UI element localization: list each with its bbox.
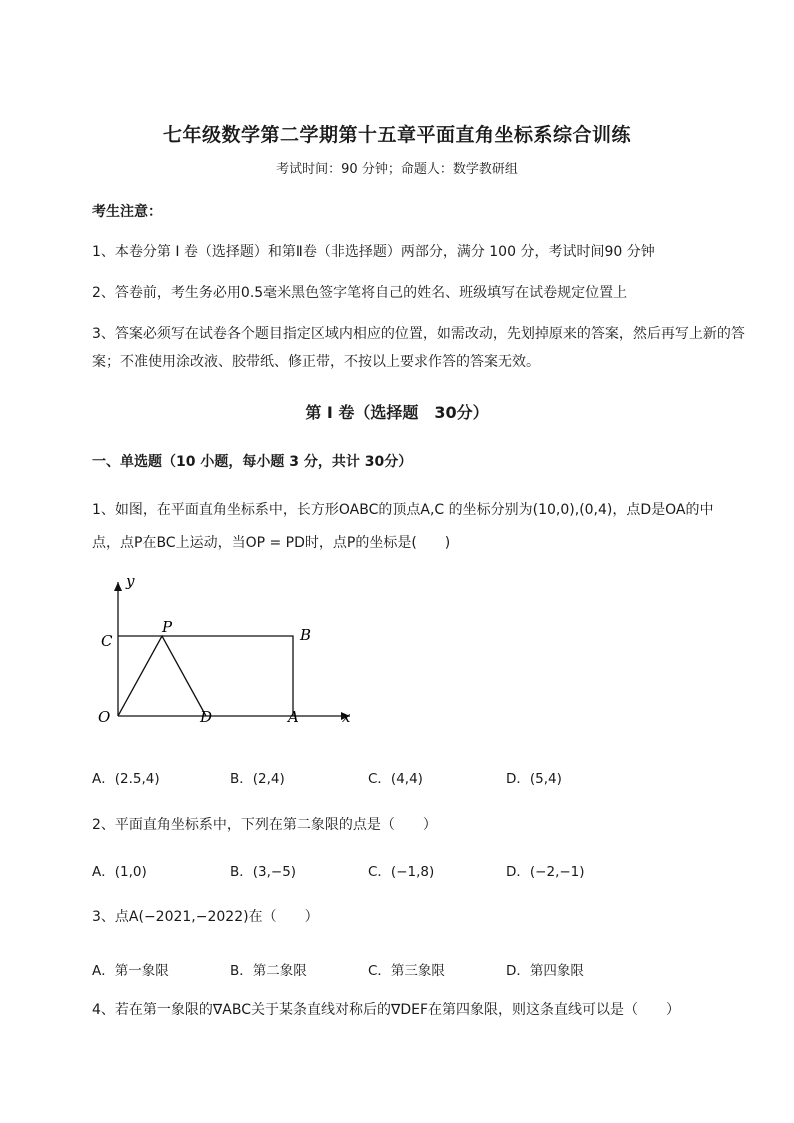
page-title: 七年级数学第二学期第十五章平面直角坐标系综合训练	[162, 124, 631, 146]
option-d[interactable]: D．(5,4)	[506, 771, 562, 787]
label-a: A	[288, 708, 299, 726]
notice-item-2: 2、答卷前，考生务必用0.5毫米黑色签字笔将自己的姓名、班级填写在试卷规定位置上	[92, 285, 628, 301]
question-group-title: 一、单选题（10 小题，每小题 3 分，共计 30分）	[92, 454, 413, 470]
label-o: O	[98, 708, 111, 726]
exam-info: 考试时间：90 分钟；命题人：数学教研组	[276, 162, 518, 177]
question-1-line-2: 点，点P在BC上运动，当OP = PD时，点P的坐标是( )	[92, 535, 451, 551]
question-1-options	[92, 767, 752, 787]
label-y: y	[126, 572, 135, 590]
label-c: C	[101, 632, 113, 650]
option-b[interactable]: B．第二象限	[230, 963, 307, 979]
question-3-text: 3、点A(−2021,−2022)在（ ）	[92, 909, 319, 925]
option-d[interactable]: D．第四象限	[506, 963, 584, 979]
option-b[interactable]: B．(3,−5)	[230, 864, 297, 880]
triangle-opd	[118, 636, 206, 716]
question-4-text: 4、若在第一象限的∇ABC关于某条直线对称后的∇DEF在第四象限，则这条直线可以是（ ）	[92, 1002, 681, 1018]
option-c[interactable]: C．第三象限	[368, 963, 445, 979]
question-2-options	[92, 860, 752, 880]
label-p: P	[162, 618, 173, 636]
option-c[interactable]: C．(−1,8)	[368, 864, 435, 880]
label-d: D	[200, 708, 213, 726]
question-3-options	[92, 959, 752, 979]
option-d[interactable]: D．(−2,−1)	[506, 864, 585, 880]
section-title: 第 I 卷（选择题 30分）	[305, 403, 489, 422]
coordinate-figure	[92, 570, 372, 730]
notice-heading: 考生注意：	[92, 204, 162, 220]
option-a[interactable]: A．第一象限	[92, 963, 169, 979]
option-a[interactable]: A．(2.5,4)	[92, 771, 160, 787]
question-2-text: 2、平面直角坐标系中，下列在第二象限的点是（ ）	[92, 817, 437, 833]
option-c[interactable]: C．(4,4)	[368, 771, 423, 787]
label-b: B	[300, 626, 312, 644]
option-a[interactable]: A．(1,0)	[92, 864, 147, 880]
y-axis-arrow	[114, 582, 122, 591]
option-b[interactable]: B．(2,4)	[230, 771, 285, 787]
question-1-line-1: 1、如图，在平面直角坐标系中，长方形OABC的顶点A,C 的坐标分别为(10,0),(0,4)，点D是OA的中	[92, 502, 714, 518]
notice-item-3: 3、答案必须写在试卷各个题目指定区域内相应的位置，如需改动，先划掉原来的答案，然后再写上新的答案；不准使用涂改液、胶带纸、修正带，不按以上要求作答的答案无效。	[92, 326, 745, 370]
label-x: x	[342, 708, 351, 726]
rectangle-oabc	[118, 636, 293, 716]
notice-item-1: 1、本卷分第 I 卷（选择题）和第Ⅱ卷（非选择题）两部分，满分 100 分，考试时间90 分钟	[92, 244, 655, 260]
